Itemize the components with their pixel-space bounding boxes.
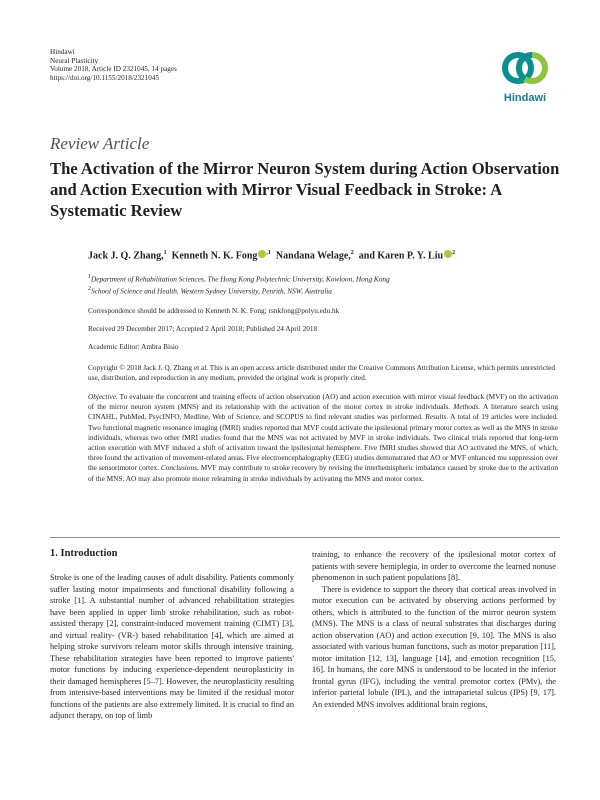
abstract-conclusions: MVF may contribute to stroke recovery by revising the interhemispheric imbalance caused by stroke due to the activation of the MNS. AO may also promote motor relearning in stroke individuals by activating the MNS and motor cortex. <box>88 463 558 483</box>
abstract-results: A total of 19 articles were included. Two functional magnetic resonance imaging (fMRI) studies reported that MVF could activate the ipsilesional primary motor cortex as well as the MNS in stroke individuals, whereas two other fMRI studies found that the MNS was not activated by MVF in stroke individuals. Two clinical trials reported that long-term action execution with MVF induced a shift of activation toward the ipsilesional hemisphere. Five fMRI studies showed that AO activated the MNS, of which, three found the activation of movement-related areas. Five electroencephalography (EEG) studies demonstrated that AO or MVF enhanced mu suppression over the sensorimotor cortex. <box>88 412 559 473</box>
body-column-right <box>312 549 556 710</box>
author-affiliation-mark: 2 <box>350 250 354 256</box>
orcid-icon[interactable] <box>444 250 452 258</box>
affiliation-text: Department of Rehabilitation Sciences, The Hong Kong Polytechnic University, Kowloon, Hong Kong <box>91 274 390 284</box>
section-divider <box>50 537 560 538</box>
affiliation-text: School of Science and Health, Western Sydney University, Penrith, NSW, Australia <box>91 286 332 296</box>
copyright-notice: Copyright © 2018 Jack J. Q. Zhang et al. This is an open access article distributed under the Creative Commons Attribution License, which permits unrestricted use, distribution, and reproduction in any medium, provided the original work is properly cited. <box>88 363 556 382</box>
abstract-conclusions-label: Conclusions. <box>160 463 199 473</box>
affiliation <box>88 284 390 296</box>
body-paragraph: There is evidence to support the theory that cortical areas involved in motor execution can be activated by observing actions performed by others, which is attributed to the function of the mirror neuron system (MNS). The MNS is a class of neural substrates that discharges during action observation (AO) and action execution [9, 10]. The MNS is also associated with various human functions, such as motor preparation [11], motor imitation [12, 13], language [14], and emotion recognition [15, 16]. In humans, the core MNS is understood to be located in the inferior frontal gyrus (IFG), including the ventral premotor cortex (PMv), the inferior parietal lobule (IPL), and the intraparietal sulcus (IPS) [9, 17]. An extended MNS involves additional brain regions, <box>312 584 556 709</box>
affiliation <box>88 272 390 284</box>
author-affiliation-mark: ,1 <box>266 250 271 256</box>
academic-editor: Academic Editor: Ambra Bisio <box>88 342 179 351</box>
body-paragraph: training, to enhance the recovery of the ipsilesional motor cortex of patients with severe hemiplegia, in order to overcome the learned nonuse phenomenon in such patient populations [8]. <box>312 550 556 582</box>
abstract-objective-label: Objective. <box>88 392 118 401</box>
publisher-name: Hindawi <box>50 48 75 56</box>
author-name: and Karen P. Y. Liu <box>358 250 444 262</box>
volume-info: Volume 2018, Article ID 2321045, 14 pages <box>50 65 177 74</box>
hindawi-logo-icon <box>494 48 556 88</box>
logo-text: Hindawi <box>503 92 547 104</box>
abstract-objective: To evaluate the concurrent and training effects of action observation (AO) and action execution with mirror visual feedback (MVF) on the activation of the mirror neuron system (MNS) and its relationship with the activation of the motor cortex in stroke individuals. <box>88 392 558 412</box>
affiliation-mark: 2 <box>88 286 91 293</box>
author-list <box>88 250 455 261</box>
abstract-results-label: Results. <box>425 412 449 422</box>
author-name: Jack J. Q. Zhang, <box>88 250 164 262</box>
author-affiliation-mark: 1 <box>163 250 167 256</box>
body-paragraph: Stroke is one of the leading causes of adult disability. Patients commonly suffer lasting motor impairments and functional disability following a stroke [1]. A substantial number of advanced rehabilitation strategies have been applied in upper limb stroke rehabilitation, such as robot-assisted therapy [2], constraint-induced movement training (CIMT) [3], and virtual reality- (VR-) based rehabilitation [4], which are aimed at helping stroke survivors relearn motor skills through intensive training. These rehabilitation strategies have been reported to improve patients' motor functions by inducing experience-dependent neuroplasticity in their damaged hemispheres [5–7]. However, the neuroplasticity resulting from intensive-based interventions may be limited if the residual motor functions of the patients are also extremely limited. It is crucial to find an adjunct therapy, on top of limb <box>50 573 294 720</box>
author-affiliation-mark: 2 <box>452 250 456 256</box>
author-name: Nandana Welage, <box>275 250 351 262</box>
doi-link[interactable]: https://doi.org/10.1155/2018/2321045 <box>50 73 160 82</box>
affiliations <box>88 272 390 297</box>
journal-header <box>50 48 177 82</box>
affiliation-mark: 1 <box>88 274 91 280</box>
journal-name: Neural Plasticity <box>50 56 99 65</box>
section-heading: 1. Introduction <box>50 548 118 559</box>
article-title: The Activation of the Mirror Neuron System during Action Observation and Action Execution with Mirror Visual Feedback in Stroke: A Systematic Review <box>50 159 560 220</box>
body-column-left <box>50 572 294 722</box>
hindawi-logo[interactable] <box>494 48 556 104</box>
article-dates: Received 29 December 2017; Accepted 2 April 2018; Published 24 April 2018 <box>88 324 318 333</box>
article-type: Review Article <box>50 134 150 153</box>
correspondence: Correspondence should be addressed to Kenneth N. K. Fong; rsnkfong@polyu.edu.hk <box>88 306 340 315</box>
abstract-methods-label: Methods. <box>453 402 481 412</box>
abstract-methods: A literature search using CINAHL, PubMed, PsycINFO, Medline, Web of Science, and SCOPUS to find relevant studies was performed. <box>88 402 558 422</box>
abstract <box>88 392 558 484</box>
author-name: Kenneth N. K. Fong <box>171 250 258 262</box>
